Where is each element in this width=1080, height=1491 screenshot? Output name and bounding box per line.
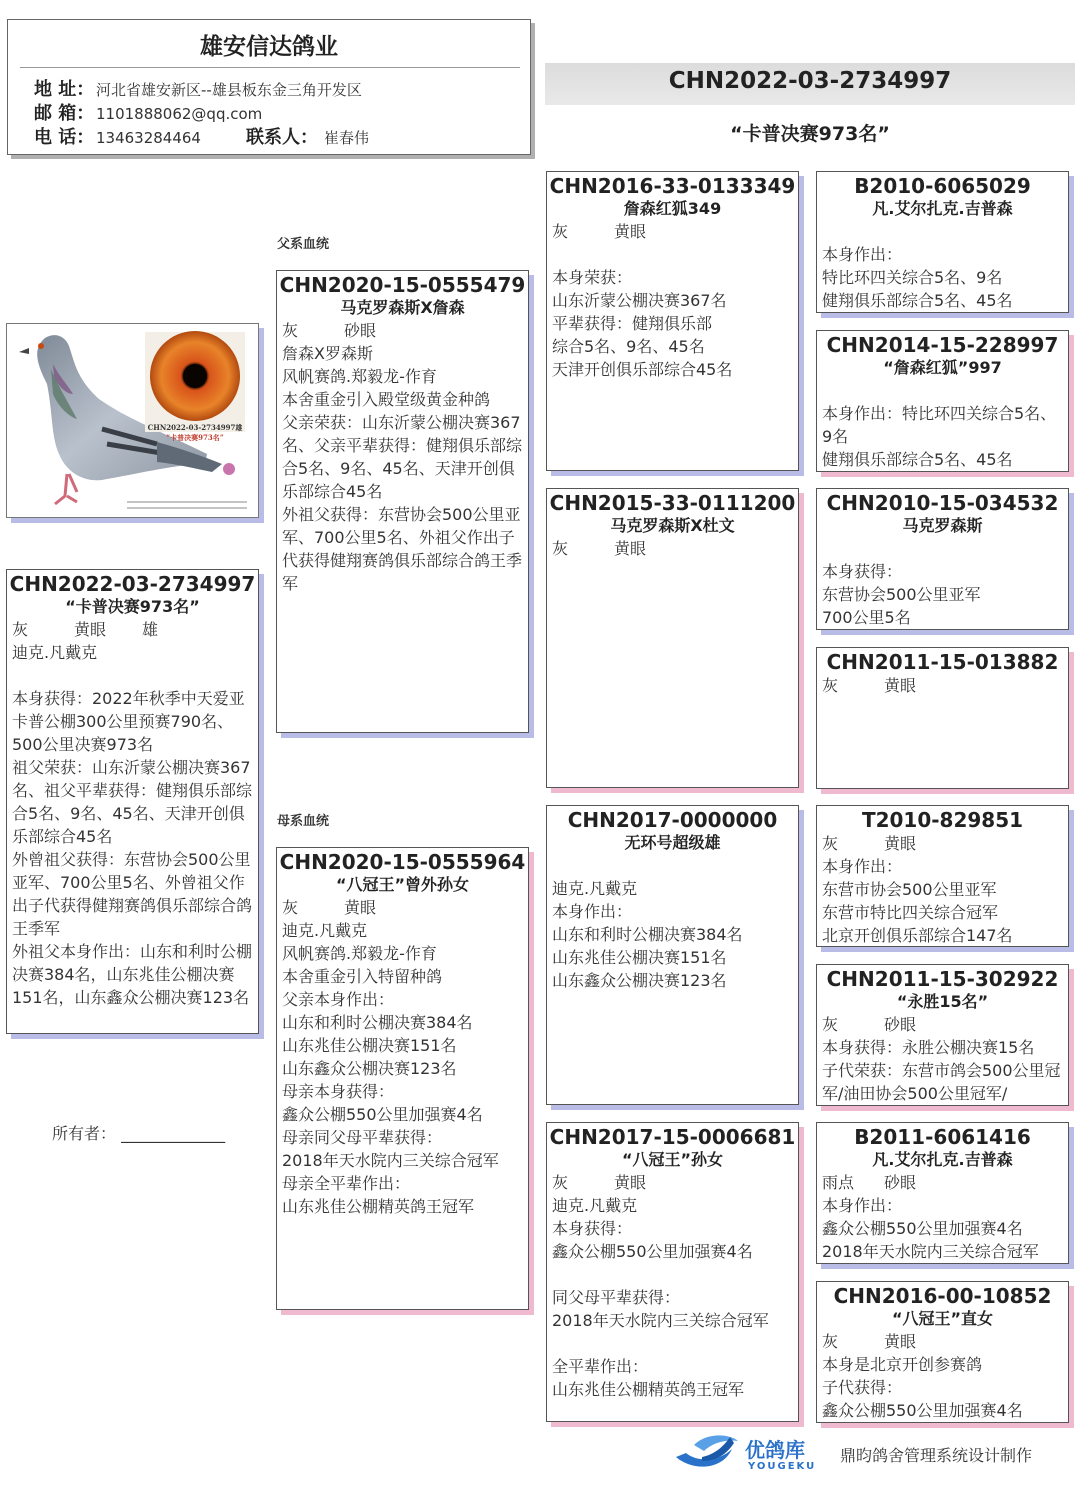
pigeon-ring: B2010-6065029 (854, 174, 1031, 198)
footer-brand: 优鸽库 (745, 1438, 805, 1462)
spacer (547, 854, 798, 877)
ancestor-card (816, 1281, 1069, 1423)
pigeon-ring: CHN2011-15-013882 (826, 650, 1059, 674)
pigeon-eye: 黄眼 (614, 539, 647, 558)
pigeon-ring: CHN2010-15-034532 (826, 491, 1059, 515)
pigeon-line: 本身作出：特比环四关综合5名、9名 (822, 404, 1057, 446)
pigeon-name: 詹森红狐349 (623, 199, 722, 218)
dam-line: 迪克.凡戴克 (282, 921, 368, 940)
pigeon-line: 迪克.凡戴克 (552, 879, 638, 898)
pedigree-title-ring: CHN2022-03-2734997 (668, 68, 952, 94)
dam-line: 母亲全平辈作出： (282, 1174, 411, 1193)
dam-line: 鑫众公棚550公里加强赛4名 (282, 1105, 483, 1124)
contact-label: 联系人： (246, 127, 318, 148)
pigeon-line: 本身荣获： (552, 268, 633, 287)
pigeon-ring: CHN2017-15-0006681 (549, 1125, 796, 1149)
spacer (817, 537, 1068, 560)
pigeon-eye: 黄眼 (614, 222, 647, 241)
sire-ring: CHN2020-15-0555479 (279, 273, 526, 297)
pigeon-traits (547, 537, 798, 560)
pigeon-traits (817, 1171, 1068, 1194)
pigeon-ring: T2010-829851 (861, 808, 1024, 832)
dam-line: 风帆赛鸽.郑毅龙-作育 (282, 944, 437, 963)
pigeon-line: 本身是北京开创参赛鸽 (822, 1355, 983, 1374)
pigeon-traits (817, 1013, 1068, 1036)
subject-line: 祖父荣获：山东沂蒙公棚决赛367名、祖父平辈获得：健翔俱乐部综合5名、9名、45名、天津开创俱乐部综合45名 (12, 758, 253, 846)
ancestor-card (816, 1122, 1069, 1264)
subject-line: 外祖父本身作出：山东和利时公棚决赛384名，山东兆佳公棚决赛151名，山东鑫众公棚决赛123名 (12, 942, 253, 1007)
pigeon-traits (817, 1330, 1068, 1353)
pigeon-line: 全平辈作出： (552, 1357, 649, 1376)
grandsire-maternal-card (546, 805, 799, 1105)
dam-color: 灰 (282, 898, 299, 917)
pigeon-color: 灰 (552, 222, 569, 241)
ancestor-card (816, 330, 1069, 472)
pigeon-traits (817, 674, 1068, 697)
pigeon-line: 本身获得：永胜公棚决赛15名 (822, 1038, 1035, 1057)
email-row (34, 102, 262, 126)
dam-eye: 黄眼 (344, 898, 377, 917)
pigeon-eye: 砂眼 (884, 1015, 917, 1034)
granddam-maternal-card (546, 1122, 799, 1422)
sire-line-label: 父系血统 (277, 237, 330, 252)
dam-line: 山东和利时公棚决赛384名 (282, 1013, 473, 1032)
dam-line: 山东兆佳公棚决赛151名 (282, 1036, 457, 1055)
subject-name: “卡普决赛973名” (65, 597, 200, 616)
pigeon-ring: CHN2014-15-228997 (826, 333, 1059, 357)
dam-line: 母亲本身获得： (282, 1082, 395, 1101)
pigeon-line (547, 243, 798, 266)
photo-title-caption: “卡普决赛973名” (166, 433, 224, 442)
pigeon-line: 鑫众公棚550公里加强赛4名 (822, 1401, 1023, 1420)
email-label: 邮 箱： (34, 103, 95, 124)
pigeon-line: 特比环四关综合5名、9名 (822, 268, 1003, 287)
subject-line: 迪克.凡戴克 (12, 643, 98, 662)
ancestor-card (816, 805, 1069, 947)
pigeon-line: 东营协会500公里亚军 (822, 585, 981, 604)
pigeon-line: 天津开创俱乐部综合45名 (552, 360, 733, 379)
phone-label: 电 话： (34, 127, 95, 148)
subject-traits (7, 618, 258, 641)
subject-line (7, 664, 258, 687)
pigeon-name: “詹森红狐”997 (883, 358, 1002, 377)
pigeon-photo (6, 323, 259, 518)
pigeon-line: 本身作出： (552, 902, 633, 921)
divider (20, 67, 520, 68)
pigeon-line: 健翔俱乐部综合5名、45名 (822, 450, 1013, 469)
pigeon-color: 灰 (822, 834, 839, 853)
pigeon-name: “八冠王”直女 (891, 1309, 994, 1328)
sire-eye: 砂眼 (344, 321, 377, 340)
photo-ring-caption: CHN2022-03-2734997雄 (147, 423, 243, 432)
pigeon-line: 综合5名、9名、45名 (552, 337, 705, 356)
grandsire-paternal-card (546, 171, 799, 471)
pigeon-line: 山东兆佳公棚决赛151名 (552, 948, 727, 967)
dam-card (276, 847, 529, 1310)
pigeon-ring: CHN2017-0000000 (567, 808, 778, 832)
sire-name: 马克罗森斯X詹森 (340, 298, 465, 317)
pigeon-name: “永胜15名” (896, 992, 989, 1011)
sire-card (276, 270, 529, 733)
pigeon-name: “八冠王”孙女 (621, 1150, 724, 1169)
pigeon-line: 700公里5名 (822, 608, 911, 627)
dam-traits (277, 896, 528, 919)
owner-blank: _____________ (121, 1124, 226, 1143)
ancestor-card (816, 647, 1069, 789)
contact-value: 崔春伟 (324, 129, 370, 147)
pigeon-eye: 黄眼 (884, 676, 917, 695)
footer-credit: 鼎昀鸽舍管理系统设计制作 (840, 1446, 1033, 1465)
phone-value: 13463284464 (96, 129, 201, 147)
pigeon-line: 东营市特比四关综合冠军 (822, 903, 999, 922)
pigeon-ring: B2011-6061416 (854, 1125, 1031, 1149)
subject-line: 外曾祖父获得：东营协会500公里亚军、700公里5名、外曾祖父作出子代获得健翔赛鸽俱乐部综合鸽王季军 (12, 850, 253, 938)
sire-line: 外祖父获得：东营协会500公里亚军、700公里5名、外祖父作出子代获得健翔赛鸽俱乐部综合鸽王季军 (282, 505, 523, 593)
kennel-info-box (7, 19, 531, 155)
owner-label: 所有者： (52, 1124, 117, 1143)
subject-line: 本身获得：2022年秋季中天爱亚卡普公棚300公里预赛790名、500公里决赛973名 (12, 689, 245, 754)
pigeon-color: 灰 (552, 539, 569, 558)
dam-name: “八冠王”曾外孙女 (335, 875, 470, 894)
pigeon-eye: 砂眼 (884, 1173, 917, 1192)
pigeon-line: 子代获得： (822, 1378, 903, 1397)
pigeon-illustration (7, 324, 258, 517)
pigeon-ring: CHN2011-15-302922 (826, 967, 1059, 991)
pigeon-name: 马克罗森斯 (902, 516, 983, 535)
pigeon-line: 山东和利时公棚决赛384名 (552, 925, 743, 944)
kennel-name: 雄安信达鸽业 (200, 34, 338, 60)
pigeon-color: 灰 (822, 1332, 839, 1351)
pigeon-line: 健翔俱乐部综合5名、45名 (822, 291, 1013, 310)
dam-line: 母亲同父母平辈获得： (282, 1128, 443, 1147)
ancestor-card (816, 488, 1069, 630)
sire-traits (277, 319, 528, 342)
pigeon-eye: 黄眼 (884, 1332, 917, 1351)
email-value: 1101888062@qq.com (96, 105, 263, 123)
pigeon-traits (547, 1171, 798, 1194)
pigeon-color: 灰 (822, 1015, 839, 1034)
pigeon-line: 山东鑫众公棚决赛123名 (552, 971, 727, 990)
sire-color: 灰 (282, 321, 299, 340)
sire-line: 本舍重金引入殿堂级黄金种鸽 (282, 390, 491, 409)
subject-pigeon-card (6, 569, 259, 1034)
pigeon-eye: 黄眼 (884, 834, 917, 853)
pigeon-ring: CHN2016-00-10852 (833, 1284, 1052, 1308)
pigeon-line: 本身获得： (822, 562, 903, 581)
pigeon-name: 无环号超级雄 (624, 833, 721, 852)
pigeon-line: 山东兆佳公棚精英鸽王冠军 (552, 1380, 745, 1399)
pigeon-line: 北京开创俱乐部综合147名 (822, 926, 1013, 945)
pigeon-line: 2018年天水院内三关综合冠军 (552, 1311, 769, 1330)
pigeon-ring: CHN2015-33-0111200 (549, 491, 796, 515)
pigeon-line: 子代荣获：东营市鸽会500公里冠军/油田协会500公里冠军/ (822, 1061, 1061, 1103)
dam-line: 山东兆佳公棚精英鸽王冠军 (282, 1197, 475, 1216)
pigeon-line: 2018年天水院内三关综合冠军 (822, 1242, 1039, 1261)
footer-brand-en: YOUGEKU (748, 1461, 817, 1472)
pigeon-color: 灰 (822, 676, 839, 695)
pigeon-line: 迪克.凡戴克 (552, 1196, 638, 1215)
owner-field (52, 1121, 225, 1144)
pigeon-name: 马克罗森斯X杜文 (610, 516, 735, 535)
dam-line: 2018年天水院内三关综合冠军 (282, 1151, 499, 1170)
subject-color: 灰 (12, 620, 29, 639)
ancestor-card (816, 964, 1069, 1106)
subject-eye: 黄眼 (74, 620, 107, 639)
dam-line: 山东鑫众公棚决赛123名 (282, 1059, 457, 1078)
pigeon-line (547, 1332, 798, 1355)
spacer (817, 220, 1068, 243)
phone-row (34, 126, 369, 150)
subject-ring: CHN2022-03-2734997 (9, 572, 256, 596)
pigeon-color: 灰 (552, 1173, 569, 1192)
address-value: 河北省雄安新区--雄县板东金三角开发区 (96, 81, 362, 99)
pigeon-eye: 黄眼 (614, 1173, 647, 1192)
address-row (34, 78, 362, 102)
sire-line: 詹森X罗森斯 (282, 344, 373, 363)
pigeon-line: 山东沂蒙公棚决赛367名 (552, 291, 727, 310)
pigeon-ring: CHN2016-33-0133349 (549, 174, 796, 198)
pigeon-line: 同父母平辈获得： (552, 1288, 681, 1307)
pigeon-line (547, 1263, 798, 1286)
pigeon-traits (817, 832, 1068, 855)
granddam-paternal-card (546, 488, 799, 788)
pigeon-line: 本身作出： (822, 1196, 903, 1215)
pigeon-traits (547, 220, 798, 243)
sire-line: 风帆赛鸽.郑毅龙-作育 (282, 367, 437, 386)
spacer (817, 379, 1068, 402)
pigeon-line: 本身作出： (822, 857, 903, 876)
pigeon-line: 本身获得： (552, 1219, 633, 1238)
pigeon-line: 平辈获得：健翔俱乐部 (552, 314, 713, 333)
pigeon-color: 雨点 (822, 1173, 855, 1192)
pigeon-name: 凡.艾尔扎克.吉普森 (872, 199, 1013, 218)
pigeon-name: 凡.艾尔扎克.吉普森 (872, 1150, 1013, 1169)
pigeon-line: 本身作出： (822, 245, 903, 264)
sire-line: 父亲荣获：山东沂蒙公棚决赛367名、父亲平辈获得：健翔俱乐部综合5名、9名、45名、天津开创俱乐部综合45名 (282, 413, 523, 501)
dam-line: 本舍重金引入特留种鸽 (282, 967, 443, 986)
pigeon-line: 鑫众公棚550公里加强赛4名 (822, 1219, 1023, 1238)
pedigree-title-nickname: “卡普决赛973名” (730, 123, 890, 145)
dam-line: 父亲本身作出： (282, 990, 395, 1009)
ancestor-card (816, 171, 1069, 313)
pigeon-line: 东营市协会500公里亚军 (822, 880, 997, 899)
address-label: 地 址： (34, 79, 95, 100)
dam-ring: CHN2020-15-0555964 (279, 850, 526, 874)
pigeon-line: 鑫众公棚550公里加强赛4名 (552, 1242, 753, 1261)
dam-line-label: 母系血统 (277, 814, 330, 829)
subject-sex: 雄 (142, 620, 159, 639)
